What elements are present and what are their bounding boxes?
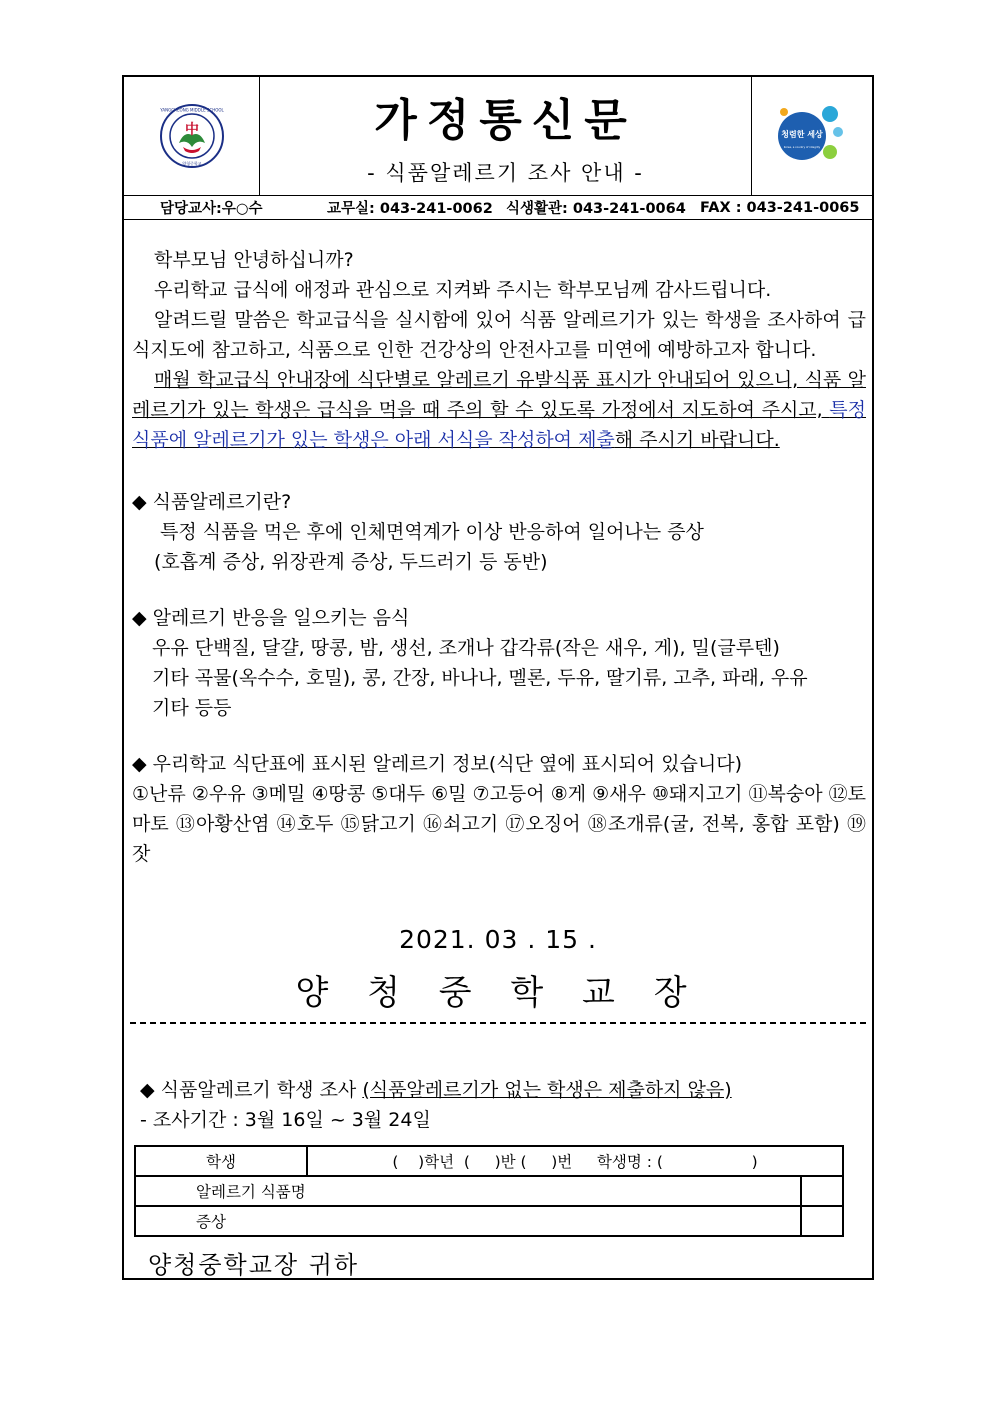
cafeteria-phone: 식생활관: 043-241-0064 (506, 201, 686, 217)
survey-form-table (134, 1145, 844, 1237)
section-allergy-definition (132, 487, 866, 577)
table-row (135, 1176, 843, 1206)
notice-text-3: 해 주시기 바랍니다. (614, 429, 780, 451)
survey-section (140, 1075, 732, 1135)
allergy-food-label: 알레르기 식품명 (135, 1176, 801, 1206)
school-logo-cell (124, 77, 260, 195)
section1-heading: ◆ 식품알레르기란? (132, 491, 292, 513)
student-info-field[interactable]: ( )학년 ( )반 ( )번 학생명 : ( ) (307, 1146, 843, 1176)
principal-signature: 양 청 중 학 교 장 (295, 973, 701, 1013)
section3-heading: ◆ 우리학교 식단표에 표시된 알레르기 정보(식단 옆에 표시되어 있습니다) (132, 753, 743, 775)
section1-line2: (호흡계 증상, 위장관계 증상, 두드러기 등 동반) (154, 551, 548, 573)
page-subtitle: - 식품알레르기 조사 안내 - (367, 161, 644, 185)
footer-addressee: 양청중학교장 귀하 (148, 1251, 360, 1279)
integrity-logo-icon (772, 100, 852, 172)
allergen-number-list: ①난류 ②우유 ③메밀 ④땅콩 ⑤대두 ⑥밀 ⑦고등어 ⑧게 ⑨새우 ⑩돼지고기 ⑪복숭아 ⑫토마토 ⑬아황산염 ⑭호두 ⑮닭고기 ⑯쇠고기 ⑰오징어 ⑱조개류(굴, 전복, 홍합 포함) ⑲잣 (132, 783, 866, 865)
svg-text:YANGCHEONG MIDDLE SCHOOL: YANGCHEONG MIDDLE SCHOOL (159, 107, 224, 113)
fax-number: FAX : 043-241-0065 (700, 199, 860, 216)
greeting: 학부모님 안녕하십니까? (154, 249, 354, 271)
office-phone: 교무실: 043-241-0062 (327, 201, 493, 217)
cut-line (130, 1022, 866, 1024)
notice-paragraph (132, 365, 866, 455)
survey-heading-prefix: ◆ 식품알레르기 학생 조사 (140, 1079, 363, 1101)
page-title: 가정통신문 (374, 95, 637, 146)
survey-heading (140, 1075, 732, 1105)
notice-body (132, 245, 866, 869)
purpose-paragraph: 알려드릴 말씀은 학교급식을 실시함에 있어 식품 알레르기가 있는 학생을 조사하여 급식지도에 참고하고, 식품으로 인한 건강상의 안전사고를 미연에 예방하고자 합니다. (132, 309, 866, 361)
notice-frame (122, 75, 874, 1280)
table-row (135, 1206, 843, 1236)
section-allergen-foods (132, 603, 866, 723)
svg-text:中: 中 (184, 122, 199, 138)
survey-period: - 조사기간 : 3월 16일 ~ 3월 24일 (140, 1109, 431, 1131)
notice-text-1: 매월 학교급식 안내장에 식단별로 알레르기 유발식품 표시가 안내되어 있으니, 식품 알레르기가 있는 학생은 급식을 먹을 때 주의 할 수 있도록 가정에서 지도하여 주시고, (132, 369, 866, 421)
symptom-label: 증상 (135, 1206, 801, 1236)
section-menu-allergy-info (132, 749, 866, 869)
thanks-paragraph: 우리학교 급식에 애정과 관심으로 지켜봐 주시는 학부모님께 감사드립니다. (154, 279, 772, 301)
section2-line2: 기타 곡물(옥수수, 호밀), 콩, 간장, 바나나, 멜론, 두유, 딸기류, 고추, 파래, 우유 (152, 667, 808, 689)
teacher-info: 담당교사:우○수 (160, 201, 263, 217)
table-row (135, 1146, 843, 1176)
integrity-logo-cell (751, 77, 872, 195)
symptom-field[interactable] (801, 1206, 843, 1236)
section2-heading: ◆ 알레르기 반응을 일으키는 음식 (132, 607, 410, 629)
svg-text:Korea, a country of integrity: Korea, a country of integrity (783, 146, 821, 149)
allergy-food-field[interactable] (801, 1176, 843, 1206)
survey-heading-note: (식품알레르기가 없는 학생은 제출하지 않음) (362, 1079, 732, 1101)
title-cell (260, 77, 751, 195)
contact-bar (124, 196, 872, 220)
section1-line1: 특정 식품을 먹은 후에 인체면역계가 이상 반응하여 일어나는 증상 (160, 521, 704, 543)
svg-text:양청중학교: 양청중학교 (181, 161, 202, 166)
notice-highlight: 특정 식품에 알레르기가 있는 학생은 아래 서식을 작성하여 제출 (132, 399, 866, 451)
student-label: 학생 (135, 1146, 307, 1176)
svg-text:청렴한 세상: 청렴한 세상 (781, 130, 823, 139)
school-logo-icon (159, 103, 225, 169)
notice-date: 2021. 03 . 15 . (399, 925, 597, 954)
section2-line1: 우유 단백질, 달걀, 땅콩, 밤, 생선, 조개나 갑각류(작은 새우, 게), 밀(글루텐) (152, 637, 780, 659)
header (124, 77, 872, 196)
section2-line3: 기타 등등 (152, 697, 232, 719)
